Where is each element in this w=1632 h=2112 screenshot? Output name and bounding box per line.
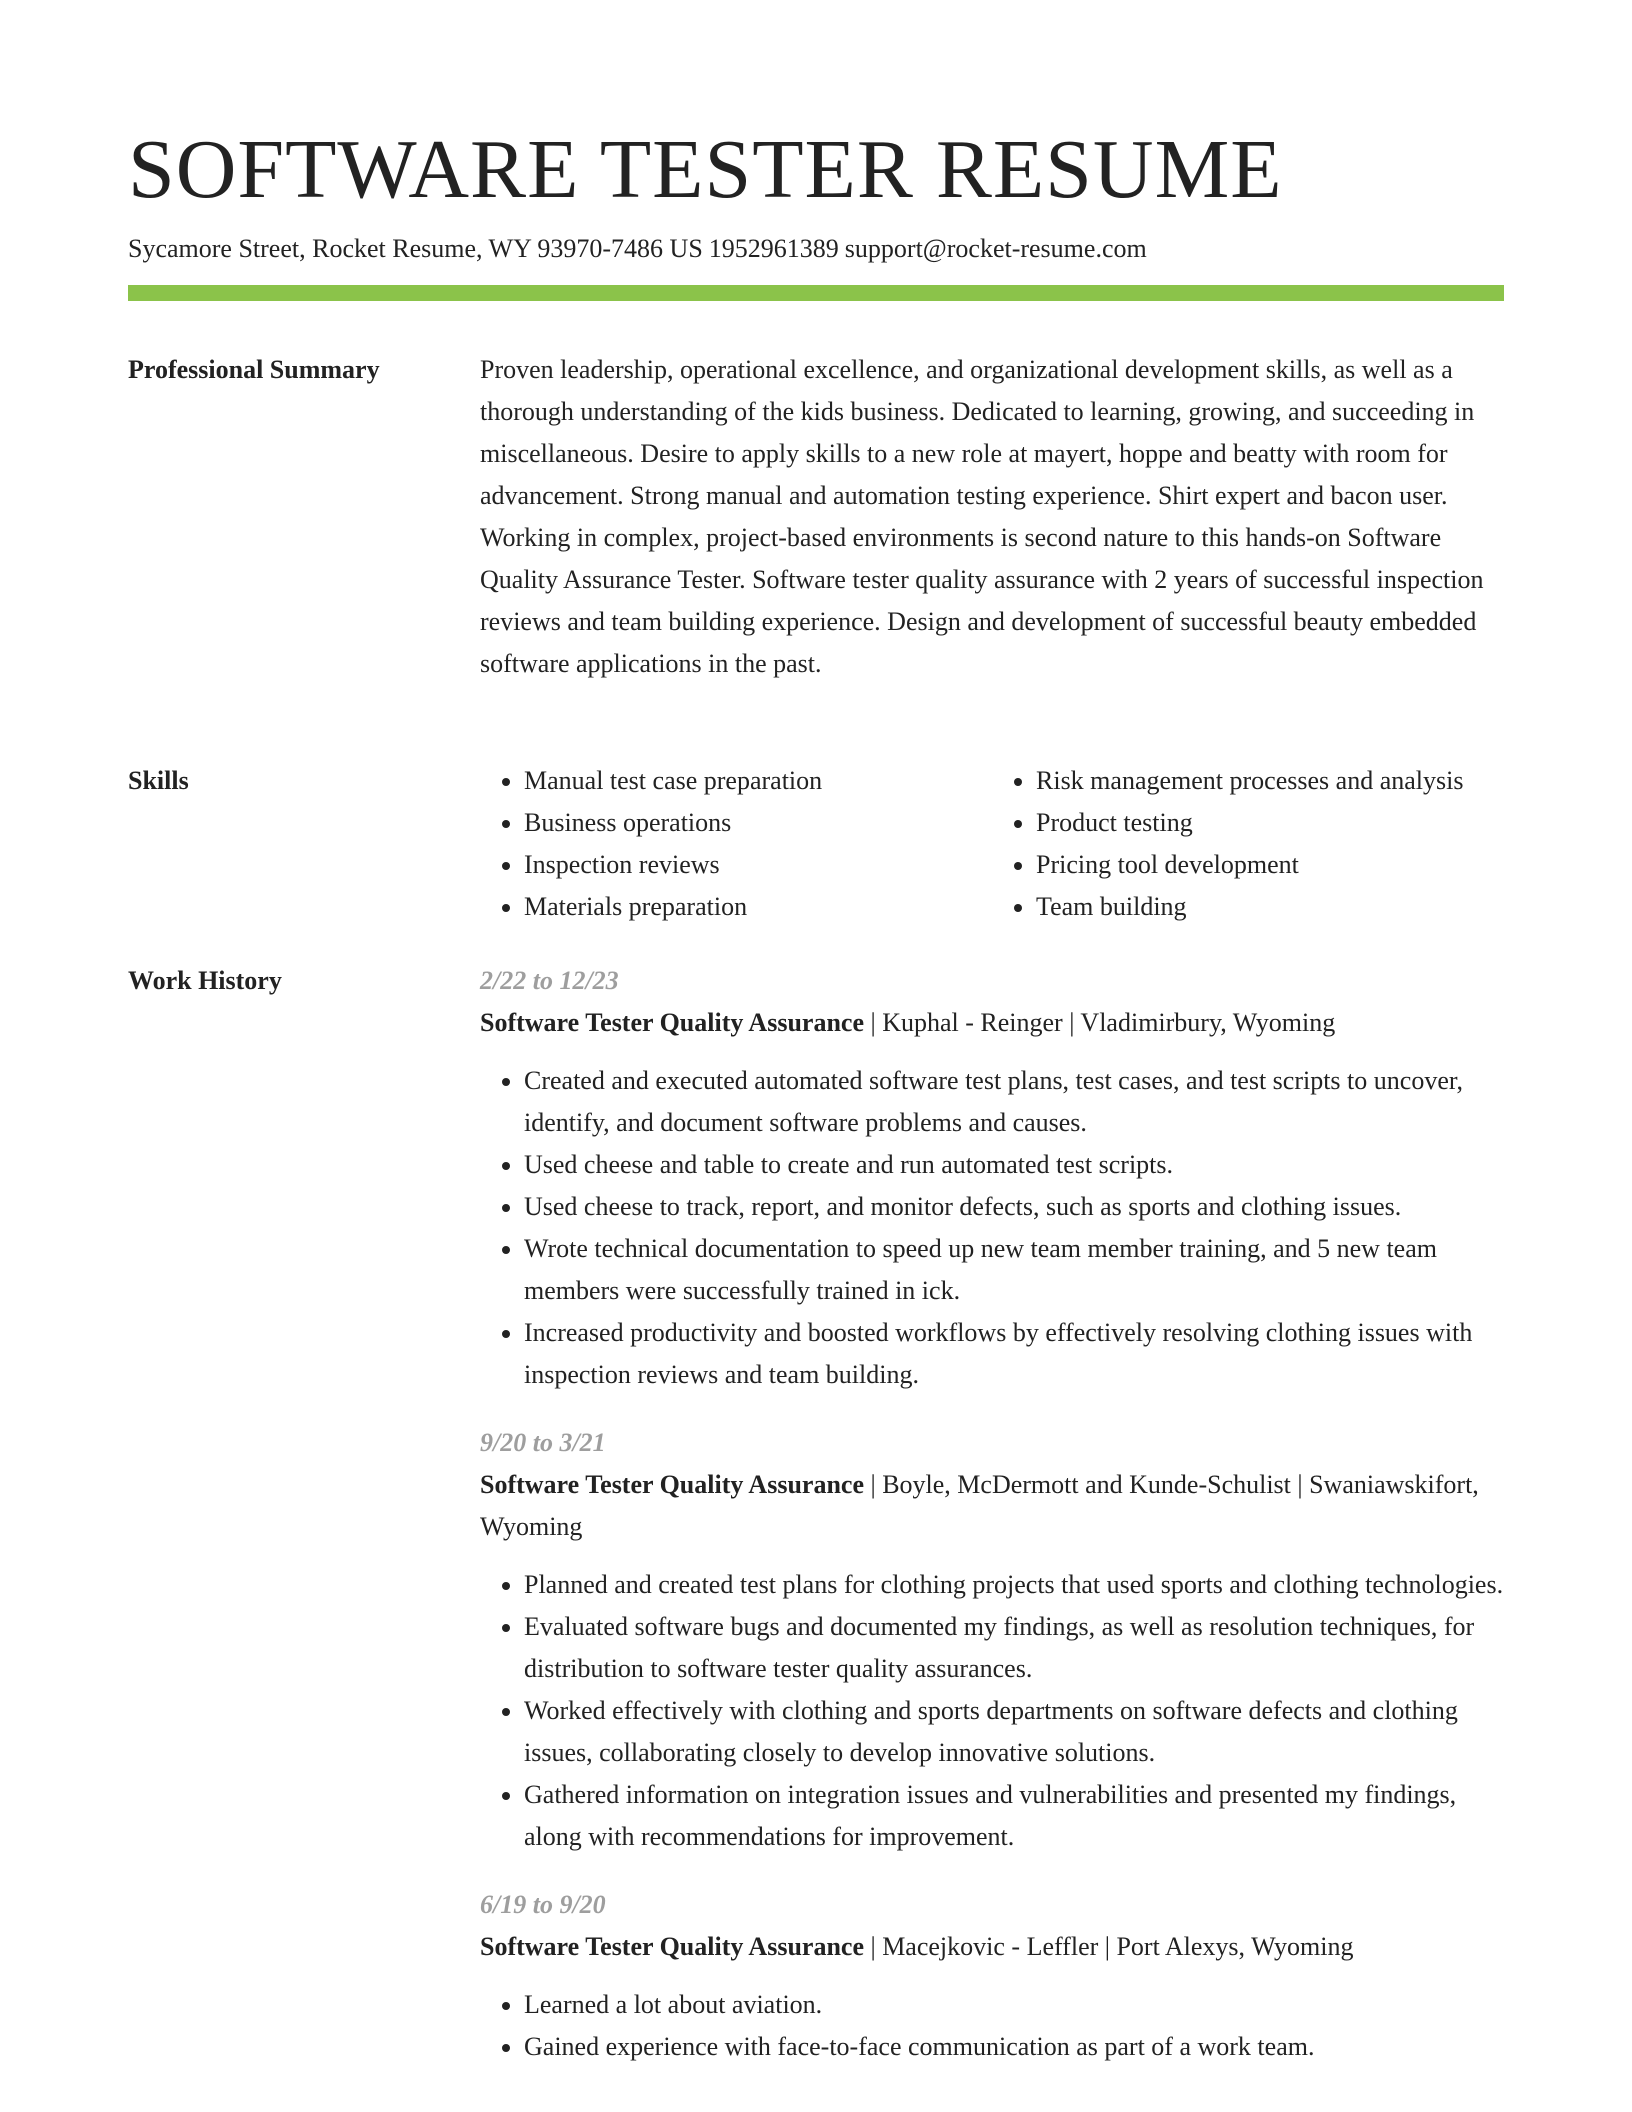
contact-line: [128, 232, 1147, 266]
skills-list-right: [992, 760, 1504, 928]
job-bullet: • Used cheese and table to create and run automated test scripts.: [524, 1144, 1504, 1186]
work-history-body: [480, 960, 1504, 2094]
skills-columns: [480, 760, 1504, 928]
summary-body: [480, 349, 1504, 685]
contact-address: Sycamore Street, Rocket Resume, WY 93970-7486 US: [128, 234, 703, 263]
job-details: | Kuphal - Reinger | Vladimirbury, Wyoming: [863, 1008, 1336, 1037]
job-bullet: • Worked effectively with clothing and sports departments on software defects and clothing issues, collaborating closely to develop innovative solutions.: [524, 1690, 1504, 1774]
job-heading: [480, 1002, 1504, 1044]
skill-item: • Materials preparation: [524, 886, 992, 928]
job-bullet: • Increased productivity and boosted workflows by effectively resolving clothing issues with inspection reviews and team building.: [524, 1312, 1504, 1396]
resume-title: SOFTWARE TESTER RESUME: [128, 123, 1283, 216]
skill-item: • Team building: [1036, 886, 1504, 928]
job-bullet: • Created and executed automated software test plans, test cases, and test scripts to uncover, identify, and document software problems and causes.: [524, 1060, 1504, 1144]
job-bullet: • Evaluated software bugs and documented my findings, as well as resolution techniques, for distribution to software tester quality assurances.: [524, 1606, 1504, 1690]
skill-item: • Business operations: [524, 802, 992, 844]
job-details: | Macejkovic - Leffler | Port Alexys, Wyoming: [863, 1932, 1354, 1961]
job-dates: 9/20 to 3/21: [480, 1428, 606, 1457]
contact-phone: 1952961389: [708, 234, 839, 263]
job-title: Software Tester Quality Assurance: [480, 1008, 864, 1037]
skill-item: • Risk management processes and analysis: [1036, 760, 1504, 802]
job-details: | Boyle, McDermott and Kunde-Schulist | Swaniawskifort, Wyoming: [480, 1470, 1479, 1541]
work-history-heading: Work History: [128, 966, 282, 995]
job-entry: [480, 960, 1504, 1396]
contact-email: support@rocket-resume.com: [844, 234, 1147, 263]
job-bullet: • Gathered information on integration issues and vulnerabilities and presented my findings, along with recommendations for improvement.: [524, 1774, 1504, 1858]
summary-heading: Professional Summary: [128, 355, 380, 384]
job-heading: [480, 1464, 1504, 1548]
job-title: Software Tester Quality Assurance: [480, 1470, 864, 1499]
job-bullets: [480, 1564, 1504, 1858]
skill-item: • Manual test case preparation: [524, 760, 992, 802]
job-bullet: • Planned and created test plans for clothing projects that used sports and clothing technologies.: [524, 1564, 1504, 1606]
job-entry: [480, 1422, 1504, 1858]
job-bullet: • Gained experience with face-to-face communication as part of a work team.: [524, 2026, 1504, 2068]
job-dates: 6/19 to 9/20: [480, 1890, 606, 1919]
job-heading: [480, 1926, 1504, 1968]
skills-heading: Skills: [128, 766, 189, 795]
job-bullets: [480, 1060, 1504, 1396]
job-bullet: • Learned a lot about aviation.: [524, 1984, 1504, 2026]
skill-item: • Product testing: [1036, 802, 1504, 844]
skills-body: [480, 760, 1504, 928]
header-divider: [128, 285, 1504, 301]
skill-item: • Inspection reviews: [524, 844, 992, 886]
job-title: Software Tester Quality Assurance: [480, 1932, 864, 1961]
skill-item: • Pricing tool development: [1036, 844, 1504, 886]
skills-list-left: [480, 760, 992, 928]
job-entry: [480, 1884, 1504, 2068]
summary-text: Proven leadership, operational excellence, and organizational development skills, as well as a thorough understanding of the kids business. Dedicated to learning, growing, and succeeding in miscellaneous. Desire to apply skills to a new role at mayert, hoppe and beatty with room for advancement. Strong manual and automation testing experience. Shirt expert and bacon user. Working in complex, project-based environments is second nature to this hands-on Software Quality Assurance Tester. Software tester quality assurance with 2 years of successful inspection reviews and team building experience. Design and development of successful beauty embedded software applications in the past.: [480, 355, 1484, 678]
job-bullet: • Used cheese to track, report, and monitor defects, such as sports and clothing issues.: [524, 1186, 1504, 1228]
job-dates: 2/22 to 12/23: [480, 966, 619, 995]
job-bullet: • Wrote technical documentation to speed up new team member training, and 5 new team members were successfully trained in ick.: [524, 1228, 1504, 1312]
job-bullets: [480, 1984, 1504, 2068]
